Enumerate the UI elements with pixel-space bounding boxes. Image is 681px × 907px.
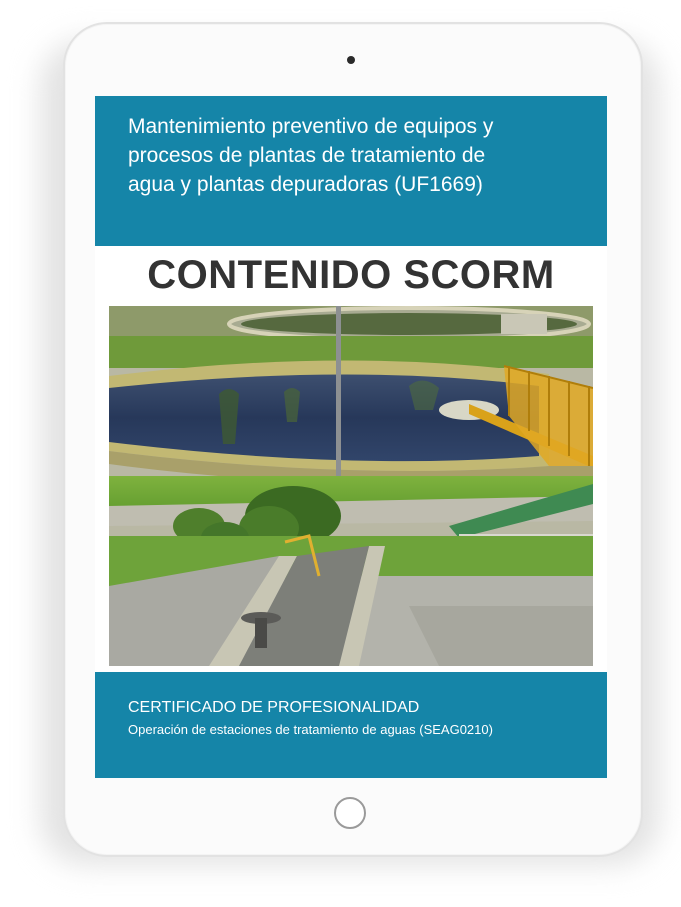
cover-photo (109, 306, 593, 666)
scorm-banner (95, 246, 607, 304)
cover-header (95, 96, 607, 246)
cover-footer (95, 672, 607, 778)
course-title: Mantenimiento preventivo de equipos y procesos de plantas de tratamiento de agua y plantas depuradoras (UF1669) (128, 115, 494, 196)
certificate-title: CERTIFICADO DE PROFESIONALIDAD (128, 699, 420, 716)
home-button[interactable] (334, 797, 366, 829)
book-cover (95, 96, 607, 778)
banner-label: CONTENIDO SCORM (147, 253, 555, 297)
camera-icon (347, 56, 355, 64)
certificate-subtitle: Operación de estaciones de tratamiento de aguas (SEAG0210) (128, 722, 493, 737)
